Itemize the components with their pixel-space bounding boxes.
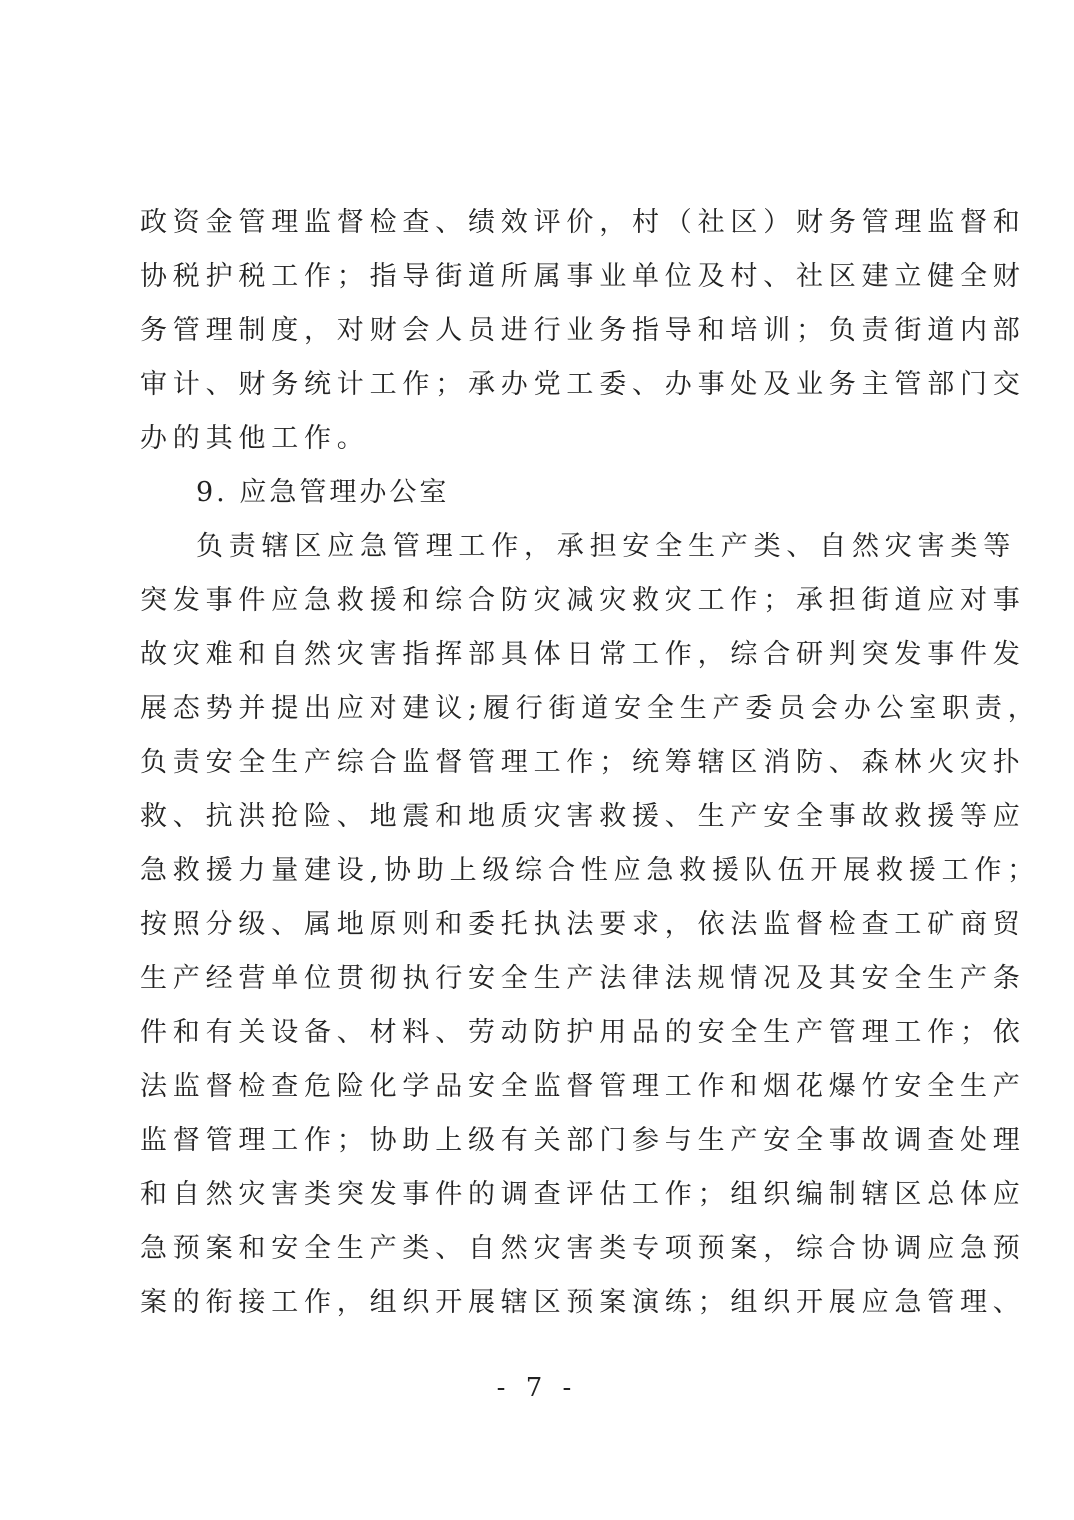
text-line: 政资金管理监督检查、绩效评价，村（社区）财务管理监督和	[140, 207, 1026, 238]
text-line: 案的衔接工作，组织开展辖区预案演练；组织开展应急管理、	[140, 1287, 1026, 1318]
text-line: 救、抗洪抢险、地震和地质灾害救援、生产安全事故救援等应	[140, 801, 1026, 832]
text-line: 审计、财务统计工作；承办党工委、办事处及业务主管部门交	[140, 369, 1026, 400]
text-line: 负责安全生产综合监督管理工作；统筹辖区消防、森林火灾扑	[140, 747, 1026, 778]
text-line: 故灾难和自然灾害指挥部具体日常工作，综合研判突发事件发	[140, 639, 1026, 670]
text-line: 件和有关设备、材料、劳动防护用品的安全生产管理工作；依	[140, 1017, 1026, 1048]
text-line: 协税护税工作；指导街道所属事业单位及村、社区建立健全财	[140, 261, 1026, 292]
text-line: 办的其他工作。	[140, 423, 370, 454]
text-line: 和自然灾害类突发事件的调查评估工作；组织编制辖区总体应	[140, 1179, 1026, 1210]
text-line: 生产经营单位贯彻执行安全生产法律法规情况及其安全生产条	[140, 963, 1026, 994]
text-line: 突发事件应急救援和综合防灾减灾救灾工作；承担街道应对事	[140, 585, 1026, 616]
text-line: 急救援力量建设,协助上级综合性应急救援队伍开展救援工作；	[140, 855, 1040, 886]
text-line: 负责辖区应急管理工作，承担安全生产类、自然灾害类等	[196, 531, 1016, 562]
text-line: 急预案和安全生产类、自然灾害类专项预案，综合协调应急预	[140, 1233, 1026, 1264]
text-line: 展态势并提出应对建议;履行街道安全生产委员会办公室职责，	[140, 693, 1041, 724]
text-line: 法监督检查危险化学品安全监督管理工作和烟花爆竹安全生产	[140, 1071, 1026, 1102]
section-heading: 9. 应急管理办公室	[196, 477, 450, 508]
text-line: 务管理制度，对财会人员进行业务指导和培训；负责街道内部	[140, 315, 1026, 346]
text-line: 按照分级、属地原则和委托执法要求，依法监督检查工矿商贸	[140, 909, 1026, 940]
text-line: 监督管理工作；协助上级有关部门参与生产安全事故调查处理	[140, 1125, 1026, 1156]
page-number: - 7 -	[496, 1373, 578, 1403]
